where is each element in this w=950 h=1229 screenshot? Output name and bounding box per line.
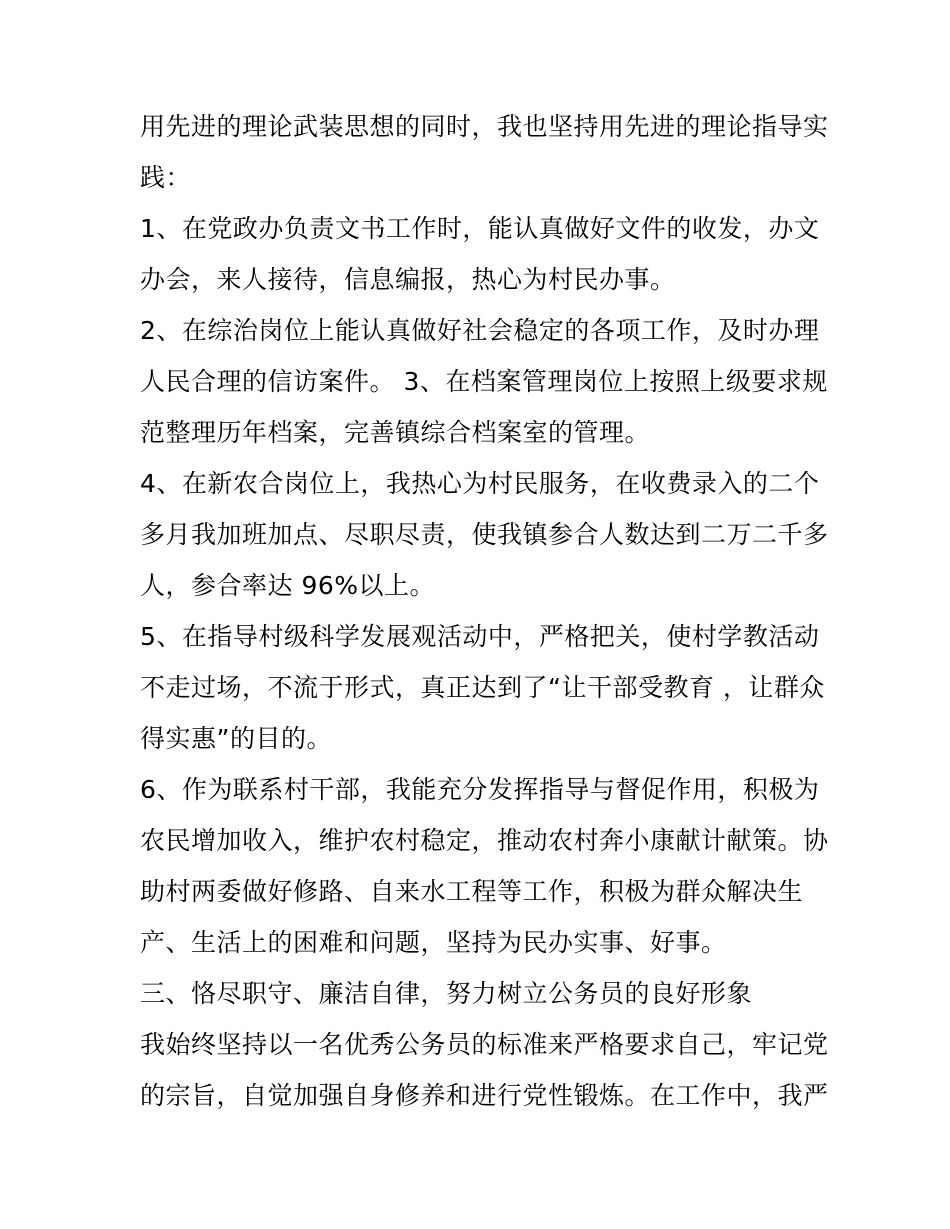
text-line: 5、在指导村级科学发展观活动中，严格把关，使村学教活动 xyxy=(140,622,820,651)
text-line: 我始终坚持以一名优秀公务员的标准来严格要求自己，牢记党 xyxy=(140,1030,829,1059)
text-line: 4、在新农合岗位上，我热心为村民服务，在收费录入的二个 xyxy=(140,469,820,498)
text-line: 践： xyxy=(140,163,192,192)
section-heading: 三、恪尽职守、廉洁自律，努力树立公务员的良好形象 xyxy=(140,979,753,1008)
text-line: 1、在党政办负责文书工作时，能认真做好文件的收发，办文 xyxy=(140,214,820,243)
text-line: 办会，来人接待，信息编报，热心为村民办事。 xyxy=(140,265,676,294)
text-line: 农民增加收入，维护农村稳定，推动农村奔小康献计献策。协 xyxy=(140,826,829,855)
text-line: 不走过场，不流于形式，真正达到了“让干部受教育 ，让群众 xyxy=(140,673,825,702)
text-line: 6、作为联系村干部，我能充分发挥指导与督促作用，积极为 xyxy=(140,775,820,804)
text-line: 人民合理的信访案件。 3、在档案管理岗位上按照上级要求规 xyxy=(140,367,828,396)
text-line: 人，参合率达 96%以上。 xyxy=(140,571,436,600)
text-line: 助村两委做好修路、自来水工程等工作，积极为群众解决生 xyxy=(140,877,804,906)
text-line: 产、生活上的困难和问题，坚持为民办实事、好事。 xyxy=(140,928,727,957)
text-line: 多月我加班加点、尽职尽责，使我镇参合人数达到二万二千多 xyxy=(140,520,829,549)
text-line: 得实惠”的目的。 xyxy=(140,724,332,753)
text-line: 2、在综治岗位上能认真做好社会稳定的各项工作，及时办理 xyxy=(140,316,820,345)
text-line: 的宗旨，自觉加强自身修养和进行党性锻炼。在工作中，我严 xyxy=(140,1081,829,1110)
text-line: 用先进的理论武装思想的同时，我也坚持用先进的理论指导实 xyxy=(140,112,829,141)
text-line: 范整理历年档案，完善镇综合档案室的管理。 xyxy=(140,418,651,447)
